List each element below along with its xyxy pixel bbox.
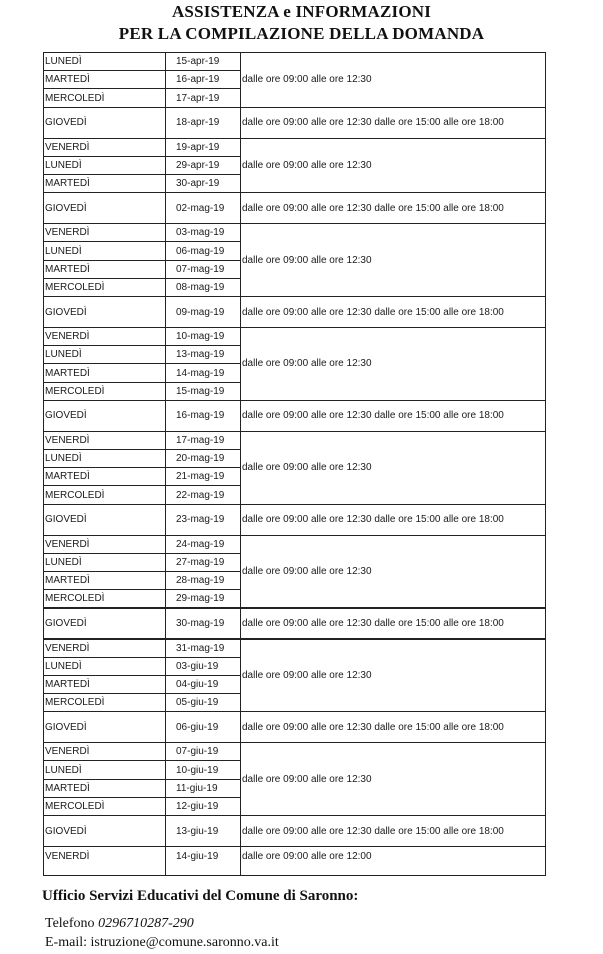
- day-cell: MARTEDÌ: [45, 575, 90, 587]
- day-cell: LUNEDÌ: [45, 660, 82, 672]
- date-cell: 04-giu-19: [176, 678, 219, 690]
- day-cell: GIOVEDÌ: [45, 117, 87, 129]
- row-divider: [43, 485, 240, 486]
- date-cell: 29-apr-19: [176, 159, 220, 171]
- date-cell: 12-giu-19: [176, 800, 219, 812]
- day-cell: MARTEDÌ: [45, 263, 90, 275]
- hours-cell: dalle ore 09:00 alle ore 12:30 dalle ore 15:00 alle ore 18:00: [242, 306, 504, 318]
- hours-cell: dalle ore 09:00 alle ore 12:30 dalle ore 15:00 alle ore 18:00: [242, 617, 504, 629]
- hours-cell: dalle ore 09:00 alle ore 12:30: [242, 773, 372, 785]
- date-cell: 02-mag-19: [176, 202, 225, 214]
- date-cell: 11-giu-19: [176, 782, 218, 794]
- date-cell: 18-apr-19: [176, 117, 220, 129]
- day-cell: LUNEDÌ: [45, 349, 82, 361]
- date-cell: 16-apr-19: [176, 74, 220, 86]
- row-divider: [43, 589, 240, 590]
- date-cell: 03-mag-19: [176, 227, 225, 239]
- group-divider: [43, 742, 546, 743]
- row-divider: [43, 449, 240, 450]
- hours-cell: dalle ore 09:00 alle ore 12:30: [242, 159, 372, 171]
- day-cell: LUNEDÌ: [45, 556, 82, 568]
- day-cell: LUNEDÌ: [45, 245, 82, 257]
- row-divider: [43, 260, 240, 261]
- date-cell: 22-mag-19: [176, 489, 225, 501]
- row-divider: [43, 553, 240, 554]
- group-divider: [43, 431, 546, 432]
- date-cell: 07-giu-19: [176, 746, 219, 758]
- day-cell: LUNEDÌ: [45, 56, 82, 68]
- row-divider: [43, 675, 240, 676]
- day-cell: MARTEDÌ: [45, 471, 90, 483]
- schedule-table: [43, 52, 546, 876]
- day-cell: GIOVEDÌ: [45, 306, 87, 318]
- date-cell: 09-mag-19: [176, 306, 225, 318]
- row-divider: [43, 174, 240, 175]
- phone-line: [45, 916, 194, 932]
- day-cell: LUNEDÌ: [45, 159, 82, 171]
- date-cell: 17-apr-19: [176, 92, 220, 104]
- group-divider: [43, 504, 546, 505]
- date-cell: 15-apr-19: [176, 56, 220, 68]
- day-cell: GIOVEDÌ: [45, 721, 87, 733]
- day-cell: MARTEDÌ: [45, 74, 90, 86]
- group-divider: [43, 846, 546, 847]
- column-divider: [165, 52, 166, 876]
- table-left-border: [43, 52, 44, 876]
- day-cell: MARTEDÌ: [45, 178, 90, 190]
- date-cell: 30-mag-19: [176, 617, 225, 629]
- date-cell: 17-mag-19: [176, 434, 225, 446]
- day-cell: MARTEDÌ: [45, 678, 90, 690]
- row-divider: [43, 657, 240, 658]
- row-divider: [43, 779, 240, 780]
- day-cell: GIOVEDÌ: [45, 617, 87, 629]
- group-divider: [43, 296, 546, 297]
- day-cell: VENERDÌ: [45, 141, 90, 153]
- group-divider: [43, 607, 546, 608]
- day-cell: MERCOLEDÌ: [45, 489, 105, 501]
- hours-cell: dalle ore 09:00 alle ore 12:30 dalle ore 15:00 alle ore 18:00: [242, 825, 504, 837]
- row-divider: [43, 241, 240, 242]
- day-cell: VENERDÌ: [45, 746, 90, 758]
- group-divider: [43, 815, 546, 816]
- hours-cell: dalle ore 09:00 alle ore 12:30: [242, 669, 372, 681]
- day-cell: LUNEDÌ: [45, 764, 82, 776]
- office-name: Ufficio Servizi Educativi del Comune di Saronno:: [42, 888, 359, 904]
- date-cell: 24-mag-19: [176, 538, 225, 550]
- day-cell: MERCOLEDÌ: [45, 697, 105, 709]
- email-label: E-mail:: [45, 935, 87, 950]
- date-cell: 30-apr-19: [176, 178, 220, 190]
- row-divider: [43, 345, 240, 346]
- date-cell: 08-mag-19: [176, 281, 225, 293]
- hours-cell: dalle ore 09:00 alle ore 12:00: [242, 851, 372, 862]
- date-cell: 13-mag-19: [176, 349, 225, 361]
- date-cell: 07-mag-19: [176, 263, 225, 275]
- day-cell: MERCOLEDÌ: [45, 281, 105, 293]
- email-address[interactable]: istruzione@comune.saronno.va.it: [90, 935, 279, 950]
- row-divider: [43, 363, 240, 364]
- day-cell: VENERDÌ: [45, 331, 90, 343]
- row-divider: [43, 382, 240, 383]
- table-bottom-border: [43, 875, 546, 876]
- day-cell: MERCOLEDÌ: [45, 92, 105, 104]
- day-cell: GIOVEDÌ: [45, 202, 87, 214]
- hours-cell: dalle ore 09:00 alle ore 12:30: [242, 566, 372, 577]
- date-cell: 20-mag-19: [176, 453, 225, 465]
- date-cell: 16-mag-19: [176, 410, 225, 422]
- column-divider: [240, 52, 241, 876]
- row-divider: [43, 693, 240, 694]
- day-cell: GIOVEDÌ: [45, 410, 87, 422]
- day-cell: LUNEDÌ: [45, 453, 82, 465]
- phone-label: Telefono: [45, 916, 95, 931]
- hours-cell: dalle ore 09:00 alle ore 12:30 dalle ore 15:00 alle ore 18:00: [242, 202, 504, 214]
- page-subtitle: PER LA COMPILAZIONE DELLA DOMANDA: [118, 24, 485, 43]
- day-cell: GIOVEDÌ: [45, 825, 87, 837]
- hours-cell: dalle ore 09:00 alle ore 12:30 dalle ore 15:00 alle ore 18:00: [242, 410, 504, 422]
- row-divider: [43, 278, 240, 279]
- date-cell: 29-mag-19: [176, 593, 225, 605]
- group-divider: [43, 223, 546, 224]
- row-divider: [43, 571, 240, 572]
- row-divider: [43, 156, 240, 157]
- hours-cell: dalle ore 09:00 alle ore 12:30 dalle ore 15:00 alle ore 18:00: [242, 721, 504, 733]
- date-cell: 21-mag-19: [176, 471, 225, 483]
- hours-cell: dalle ore 09:00 alle ore 12:30: [242, 254, 372, 266]
- day-cell: VENERDÌ: [45, 227, 90, 239]
- hours-cell: dalle ore 09:00 alle ore 12:30: [242, 358, 372, 370]
- date-cell: 27-mag-19: [176, 556, 225, 568]
- hours-cell: dalle ore 09:00 alle ore 12:30: [242, 462, 372, 474]
- group-divider: [43, 711, 546, 712]
- hours-cell: dalle ore 09:00 alle ore 12:30 dalle ore 15:00 alle ore 18:00: [242, 514, 504, 526]
- day-cell: MARTEDÌ: [45, 367, 90, 379]
- date-cell: 14-giu-19: [176, 851, 219, 862]
- row-divider: [43, 467, 240, 468]
- day-cell: VENERDÌ: [45, 851, 90, 862]
- date-cell: 10-mag-19: [176, 331, 225, 343]
- date-cell: 31-mag-19: [176, 642, 225, 654]
- page-title: ASSISTENZA e INFORMAZIONI: [171, 2, 432, 21]
- date-cell: 03-giu-19: [176, 660, 219, 672]
- day-cell: MERCOLEDÌ: [45, 593, 105, 605]
- date-cell: 28-mag-19: [176, 575, 225, 587]
- phone-number[interactable]: 0296710287-290: [98, 916, 194, 931]
- table-top-border: [43, 52, 546, 53]
- day-cell: VENERDÌ: [45, 434, 90, 446]
- date-cell: 14-mag-19: [176, 367, 225, 379]
- day-cell: MERCOLEDÌ: [45, 800, 105, 812]
- group-divider: [43, 327, 546, 328]
- date-cell: 05-giu-19: [176, 697, 219, 709]
- day-cell: MARTEDÌ: [45, 782, 90, 794]
- date-cell: 15-mag-19: [176, 385, 225, 397]
- date-cell: 06-mag-19: [176, 245, 225, 257]
- date-cell: 19-apr-19: [176, 141, 220, 153]
- date-cell: 23-mag-19: [176, 514, 225, 526]
- day-cell: VENERDÌ: [45, 538, 90, 550]
- day-cell: VENERDÌ: [45, 642, 90, 654]
- row-divider: [43, 760, 240, 761]
- hours-cell: dalle ore 09:00 alle ore 12:30: [242, 74, 372, 86]
- row-divider: [43, 797, 240, 798]
- date-cell: 13-giu-19: [176, 825, 219, 837]
- row-divider: [43, 88, 240, 89]
- row-divider: [43, 70, 240, 71]
- day-cell: GIOVEDÌ: [45, 514, 87, 526]
- group-divider: [43, 107, 546, 108]
- date-cell: 06-giu-19: [176, 721, 219, 733]
- date-cell: 10-giu-19: [176, 764, 219, 776]
- group-divider: [43, 535, 546, 536]
- group-divider: [43, 138, 546, 139]
- day-cell: MERCOLEDÌ: [45, 385, 105, 397]
- email-line: [45, 935, 279, 951]
- group-divider: [43, 400, 546, 401]
- group-divider: [43, 638, 546, 639]
- hours-cell: dalle ore 09:00 alle ore 12:30 dalle ore 15:00 alle ore 18:00: [242, 117, 504, 129]
- group-divider: [43, 192, 546, 193]
- table-right-border: [545, 52, 546, 876]
